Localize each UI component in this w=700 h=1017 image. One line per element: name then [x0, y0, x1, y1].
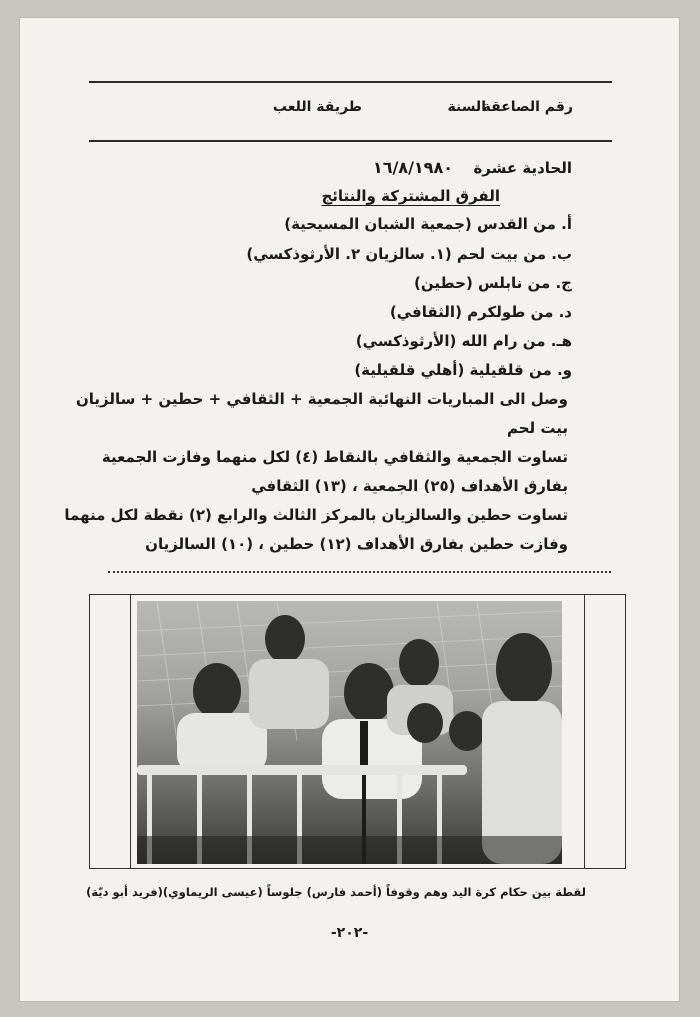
team-item: ج. من نابلس (حطين): [414, 274, 572, 292]
results-line: وفازت حطين بفارق الأهداف (١٢) حطين ، (١٠) السالزيان: [145, 535, 568, 553]
page-number: -٢٠٢-: [330, 925, 369, 941]
referees-photo: [137, 601, 562, 864]
header-col-number: رقم الصاعقة: [482, 99, 573, 115]
photo-illustration: [137, 601, 562, 864]
results-line: وصل الى المباريات النهائية الجمعية + الثقافي + حطين + سالزيان: [75, 390, 568, 408]
results-line: بفارق الأهداف (٢٥) الجمعية ، (١٣) الثقافي: [251, 477, 568, 495]
edition-line: [373, 158, 572, 177]
dotted-separator: [108, 571, 611, 573]
section-heading: الفرق المشتركة والنتائج: [321, 187, 500, 205]
header-top-rule: [89, 81, 612, 83]
photo-caption: لقطة بين حكام كرة اليد وهم وقوفاً (أحمد فارس) جلوساً (عيسى الريماوي)(فريد أبو ديّة): [86, 885, 586, 899]
header-col-year: السنة: [447, 99, 486, 115]
document-page: [19, 17, 680, 1002]
team-item: ب. من بيت لحم (١. سالزيان ٢. الأرثوذكسي): [246, 245, 572, 263]
team-item: د. من طولكرم (الثقافي): [389, 303, 572, 321]
header-col-method: طريقة اللعب: [272, 99, 362, 115]
results-line: تساوت الجمعية والثقافي بالنقاط (٤) لكل منهما وفازت الجمعية: [101, 448, 568, 466]
frame-right-border: [584, 595, 585, 868]
team-item: أ. من القدس (جمعية الشبان المسيحية): [284, 215, 572, 233]
team-item: هـ. من رام الله (الأرثوذكسي): [355, 332, 572, 350]
frame-left-border: [130, 595, 131, 868]
edition-title: الحادية عشرة: [473, 159, 572, 177]
edition-date: ١٦/٨/١٩٨٠: [372, 158, 453, 177]
team-item: و. من قلقيلية (أهلي قلقيلية): [354, 361, 572, 379]
results-line: تساوت حطين والسالزيان بالمركز الثالث والرابع (٢) نقطة لكل منهما: [64, 506, 568, 524]
header-bottom-rule: [89, 140, 612, 142]
results-line: بيت لحم: [506, 419, 568, 437]
